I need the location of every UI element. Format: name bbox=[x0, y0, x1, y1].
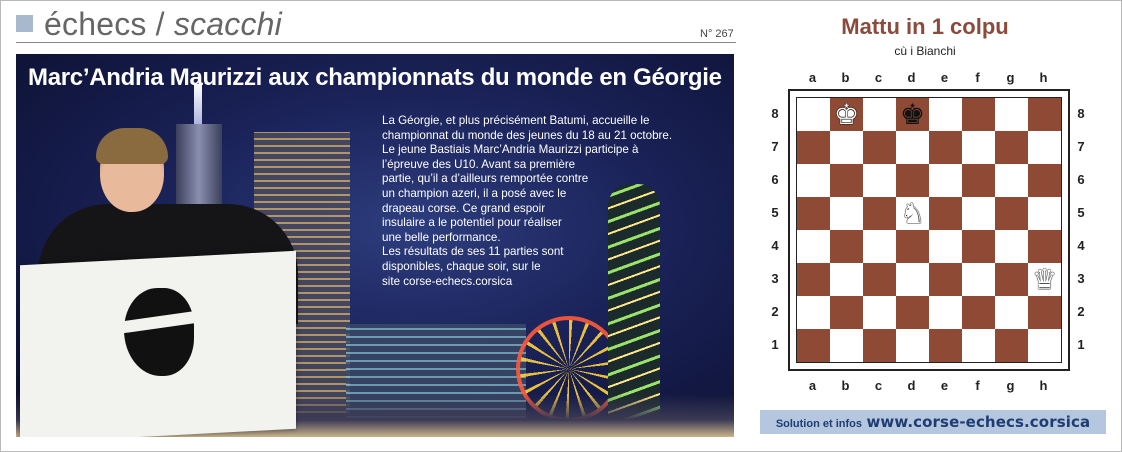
square-c6[interactable] bbox=[863, 164, 896, 197]
puzzle-subtitle: cù i Bianchi bbox=[894, 44, 956, 58]
white-queen-icon[interactable]: ♛ bbox=[1031, 263, 1058, 296]
rank-label-8-left: 8 bbox=[771, 106, 779, 121]
rank-label-1-left: 1 bbox=[771, 337, 779, 352]
square-d4[interactable] bbox=[896, 230, 929, 263]
article-text: La Géorgie, et plus précisément Batumi, accueille le championnat du monde des jeunes du 18 au 21 octobre. Le jeune Bastiais Marc’Andria Maurizzi participe à l’épreuve des U10. Avant sa première partie, qu’il a d’ailleurs remportée contre un champion azeri, il a posé avec le drapeau corse. Ce grand espoir insulaire a le potentiel pour réaliser une belle performance. Les résultats de ses 11 parties sont disponibles, chaque soir, sur le site corse-echecs.corsica bbox=[382, 114, 673, 288]
rank-label-6-left: 6 bbox=[771, 172, 779, 187]
square-a5[interactable] bbox=[797, 197, 830, 230]
square-g5[interactable] bbox=[995, 197, 1028, 230]
square-e4[interactable] bbox=[929, 230, 962, 263]
square-b1[interactable] bbox=[830, 329, 863, 362]
square-a1[interactable] bbox=[797, 329, 830, 362]
square-g8[interactable] bbox=[995, 98, 1028, 131]
rank-label-1-right: 1 bbox=[1077, 337, 1085, 352]
square-f1[interactable] bbox=[962, 329, 995, 362]
square-g1[interactable] bbox=[995, 329, 1028, 362]
section-title-co: scacchi bbox=[173, 6, 282, 42]
square-b4[interactable] bbox=[830, 230, 863, 263]
square-a3[interactable] bbox=[797, 263, 830, 296]
photo-boy-hair bbox=[96, 128, 168, 164]
rank-label-5-right: 5 bbox=[1077, 205, 1085, 220]
square-f3[interactable] bbox=[962, 263, 995, 296]
square-f8[interactable] bbox=[962, 98, 995, 131]
rank-label-6-right: 6 bbox=[1077, 172, 1085, 187]
square-a6[interactable] bbox=[797, 164, 830, 197]
square-c5[interactable] bbox=[863, 197, 896, 230]
square-e6[interactable] bbox=[929, 164, 962, 197]
file-label-a-top: a bbox=[808, 70, 817, 85]
chess-board bbox=[796, 97, 1062, 363]
puzzle-title: Mattu in 1 colpu bbox=[841, 14, 1009, 39]
square-d7[interactable] bbox=[896, 131, 929, 164]
square-e7[interactable] bbox=[929, 131, 962, 164]
square-a4[interactable] bbox=[797, 230, 830, 263]
square-d1[interactable] bbox=[896, 329, 929, 362]
square-f4[interactable] bbox=[962, 230, 995, 263]
rank-label-7-left: 7 bbox=[771, 139, 779, 154]
solution-banner bbox=[760, 410, 1106, 434]
file-label-f-bottom: f bbox=[975, 378, 980, 393]
section-title bbox=[44, 6, 282, 43]
rank-label-7-right: 7 bbox=[1077, 139, 1085, 154]
square-b2[interactable] bbox=[830, 296, 863, 329]
article-photo bbox=[16, 54, 734, 437]
square-b5[interactable] bbox=[830, 197, 863, 230]
file-label-c-bottom: c bbox=[874, 378, 883, 393]
rank-label-3-right: 3 bbox=[1077, 271, 1085, 286]
rank-label-2-left: 2 bbox=[771, 304, 779, 319]
square-c4[interactable] bbox=[863, 230, 896, 263]
rank-label-2-right: 2 bbox=[1077, 304, 1085, 319]
file-label-c-top: c bbox=[874, 70, 883, 85]
square-f7[interactable] bbox=[962, 131, 995, 164]
square-h1[interactable] bbox=[1028, 329, 1061, 362]
square-h2[interactable] bbox=[1028, 296, 1061, 329]
square-h7[interactable] bbox=[1028, 131, 1061, 164]
file-label-b-top: b bbox=[841, 70, 850, 85]
section-title-fr: échecs / bbox=[44, 6, 165, 42]
square-h5[interactable] bbox=[1028, 197, 1061, 230]
file-label-h-top: h bbox=[1039, 70, 1048, 85]
solution-link[interactable]: www.corse-echecs.corsica bbox=[866, 413, 1091, 431]
file-label-g-top: g bbox=[1006, 70, 1015, 85]
white-knight-icon[interactable]: ♞ bbox=[899, 197, 926, 230]
square-d2[interactable] bbox=[896, 296, 929, 329]
square-c3[interactable] bbox=[863, 263, 896, 296]
square-f5[interactable] bbox=[962, 197, 995, 230]
square-b7[interactable] bbox=[830, 131, 863, 164]
file-label-a-bottom: a bbox=[808, 378, 817, 393]
square-g6[interactable] bbox=[995, 164, 1028, 197]
file-label-g-bottom: g bbox=[1006, 378, 1015, 393]
square-g7[interactable] bbox=[995, 131, 1028, 164]
square-c8[interactable] bbox=[863, 98, 896, 131]
square-c7[interactable] bbox=[863, 131, 896, 164]
square-g2[interactable] bbox=[995, 296, 1028, 329]
square-h4[interactable] bbox=[1028, 230, 1061, 263]
square-g4[interactable] bbox=[995, 230, 1028, 263]
file-label-b-bottom: b bbox=[841, 378, 850, 393]
rank-label-4-right: 4 bbox=[1077, 238, 1085, 253]
issue-number: N° 267 bbox=[700, 28, 734, 40]
moor-head-emblem bbox=[124, 288, 194, 376]
square-a8[interactable] bbox=[797, 98, 830, 131]
square-a2[interactable] bbox=[797, 296, 830, 329]
square-e3[interactable] bbox=[929, 263, 962, 296]
solution-label: Solution et infos bbox=[775, 418, 862, 430]
square-f6[interactable] bbox=[962, 164, 995, 197]
section-marker-square bbox=[16, 15, 33, 32]
article-body bbox=[382, 114, 702, 289]
white-king-icon[interactable]: ♚ bbox=[833, 98, 860, 131]
square-h8[interactable] bbox=[1028, 98, 1061, 131]
square-d6[interactable] bbox=[896, 164, 929, 197]
square-b6[interactable] bbox=[830, 164, 863, 197]
square-e1[interactable] bbox=[929, 329, 962, 362]
file-label-f-top: f bbox=[975, 70, 980, 85]
black-king-icon[interactable]: ♚ bbox=[899, 98, 926, 131]
square-g3[interactable] bbox=[995, 263, 1028, 296]
file-label-e-bottom: e bbox=[940, 378, 949, 393]
file-label-e-top: e bbox=[940, 70, 949, 85]
rank-label-8-right: 8 bbox=[1077, 106, 1085, 121]
file-label-d-bottom: d bbox=[907, 378, 916, 393]
square-a7[interactable] bbox=[797, 131, 830, 164]
square-d3[interactable] bbox=[896, 263, 929, 296]
square-c1[interactable] bbox=[863, 329, 896, 362]
rank-label-5-left: 5 bbox=[771, 205, 779, 220]
square-b3[interactable] bbox=[830, 263, 863, 296]
square-e8[interactable] bbox=[929, 98, 962, 131]
rank-label-3-left: 3 bbox=[771, 271, 779, 286]
file-label-d-top: d bbox=[907, 70, 916, 85]
article-headline: Marc’Andria Maurizzi aux championnats du monde en Géorgie bbox=[28, 64, 722, 91]
square-e5[interactable] bbox=[929, 197, 962, 230]
header-rule bbox=[16, 42, 736, 43]
file-label-h-bottom: h bbox=[1039, 378, 1048, 393]
square-c2[interactable] bbox=[863, 296, 896, 329]
square-h6[interactable] bbox=[1028, 164, 1061, 197]
square-f2[interactable] bbox=[962, 296, 995, 329]
rank-label-4-left: 4 bbox=[771, 238, 779, 253]
square-e2[interactable] bbox=[929, 296, 962, 329]
